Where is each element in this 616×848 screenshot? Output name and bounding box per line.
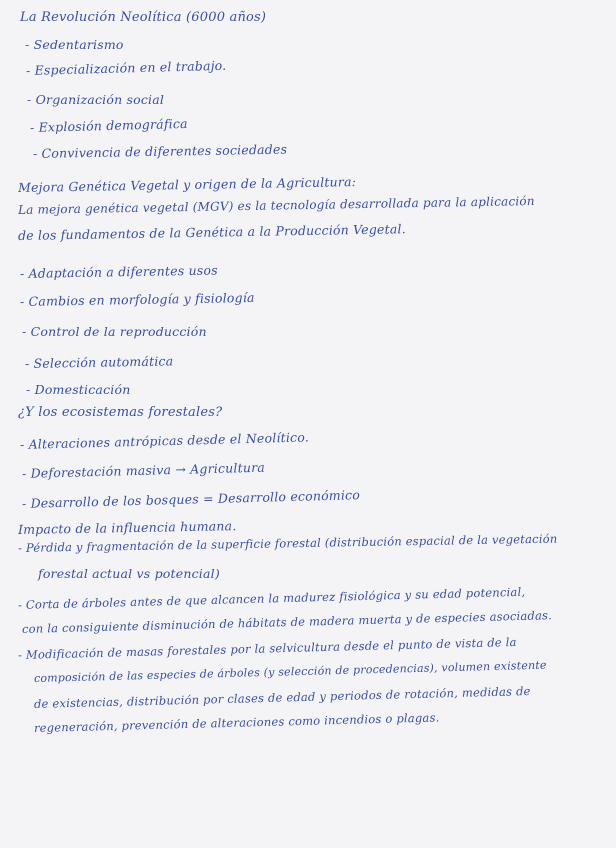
paragraph-line: con la consiguiente disminución de hábitats de madera muerta y de especies asociadas. (21, 608, 553, 636)
list-item: - Control de la reproducción (22, 324, 207, 339)
list-item: - Convivencia de diferentes sociedades (32, 141, 288, 161)
list-item: - Organización social (27, 92, 165, 107)
section-title-forests: ¿Y los ecosistemas forestales? (18, 405, 223, 420)
list-item: - Adaptación a diferentes usos (19, 262, 218, 281)
paragraph-line: regeneración, prevención de alteraciones como incendios o plagas. (33, 710, 440, 735)
list-item: - Desarrollo de los bosques = Desarrollo económico (21, 487, 361, 511)
section-title-impact: Impacto de la influencia humana. (17, 518, 237, 537)
section-title-genetics: Mejora Genética Vegetal y origen de la Agricultura: (17, 174, 357, 195)
list-item: - Cambios en morfología y fisiología (19, 289, 255, 309)
paragraph-line: composición de las especies de árboles (y selección de procedencias), volumen existente (33, 658, 547, 685)
list-item: - Domesticación (26, 382, 131, 397)
paragraph-line: - Modificación de masas forestales por la selvicultura desde el punto de vista de la (17, 634, 517, 662)
paragraph-line: La mejora genética vegetal (MGV) es la tecnología desarrollada para la aplicación (17, 193, 535, 217)
list-item: - Especialización en el trabajo. (25, 57, 227, 78)
list-item: - Explosión demográfica (29, 115, 188, 135)
paragraph-line: forestal actual vs potencial) (38, 566, 220, 581)
paragraph-line: de existencias, distribución por clases de edad y periodos de rotación, medidas de (33, 684, 531, 711)
list-item: - Deforestación masiva → Agricultura (21, 459, 266, 481)
paragraph-line: - Corta de árboles antes de que alcancen la madurez fisiológica y su edad potencial, (17, 584, 526, 612)
list-item: - Selección automática (24, 353, 174, 371)
list-item: - Alteraciones antrópicas desde el Neolítico. (19, 429, 310, 452)
list-item: - Sedentarismo (25, 37, 124, 52)
paragraph-line: - Pérdida y fragmentación de la superficie forestal (distribución espacial de la vegetación (17, 531, 558, 555)
paragraph-line: de los fundamentos de la Genética a la Producción Vegetal. (17, 221, 406, 243)
section-title-neolithic: La Revolución Neolítica (6000 años) (20, 10, 267, 25)
